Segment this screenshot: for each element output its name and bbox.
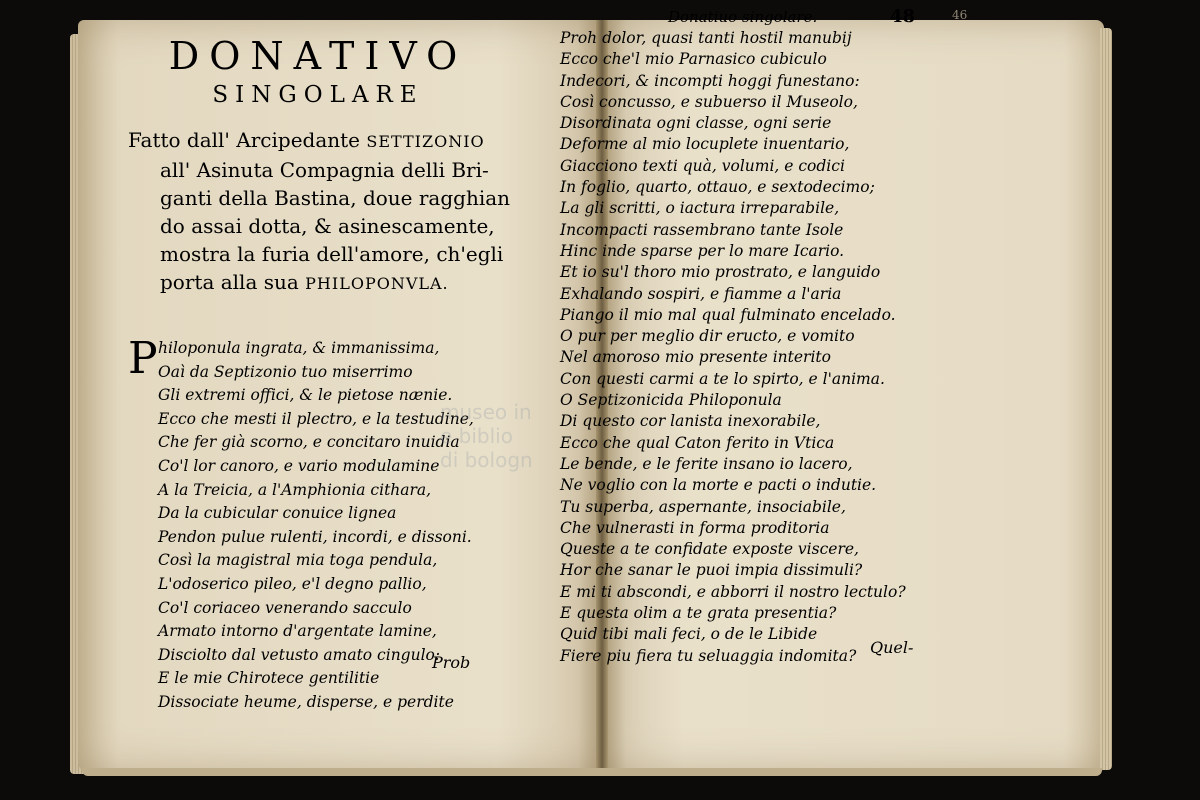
intro-name-caps: SETTIZONIO [366, 132, 485, 151]
poem-line: La gli scritti, o iactura irreparabile, [560, 199, 840, 218]
poem-line: Giacciono texti quà, volumi, e codici [560, 156, 845, 175]
poem-line: Disciolto dal vetusto amato cingulo: [158, 645, 441, 664]
poem-line: Pendon pulue rulenti, incordi, e dissoni. [158, 527, 472, 546]
bottom-edge [82, 768, 1102, 776]
intro-name-caps: PHILOPONVLA. [305, 274, 449, 293]
watermark-line: e biblio [440, 424, 513, 448]
poem-line: Queste a te confidate exposte viscere, [560, 540, 859, 559]
intro-line [128, 126, 508, 156]
intro-line [128, 184, 511, 212]
poem-line: A la Treicia, a l'Amphionia cithara, [158, 480, 432, 499]
poem-line: Indecori, & incompti hoggi funestano: [560, 71, 860, 90]
poem-line: Ecco che mesti il plectro, e la testudine, [158, 409, 474, 428]
poem-line: Hor che sanar le puoi impia dissimuli? [560, 561, 863, 580]
poem-line: Tu superba, aspernante, insociabile, [560, 497, 846, 516]
poem-line: Incompacti rassembrano tante Isole [560, 220, 844, 239]
pencil-folio-number: 46 [952, 8, 968, 22]
poem-line: Exhalando sospiri, e fiamme a l'aria [560, 284, 842, 303]
intro-text: ganti della Bastina, doue ragghian [160, 186, 511, 210]
poem-line: Co'l lor canoro, e vario modulamine [158, 456, 440, 475]
poem-line: Fiere piu fiera tu seluaggia indomita? [560, 646, 857, 665]
poem-line: Da la cubicular conuice lignea [158, 504, 397, 523]
intro-text: mostra la furia dell'amore, ch'egli [160, 242, 504, 266]
poem-line: Che fer già scorno, e concitaro inuidia [158, 433, 460, 452]
drop-cap: P [128, 333, 158, 384]
poem-line: Ecco che qual Caton ferito in Vtica [560, 433, 835, 452]
intro-line [128, 156, 508, 184]
poem-right-column [560, 28, 960, 667]
poem-line: L'odoserico pileo, e'l degno pallio, [158, 574, 427, 593]
catchword-right: Quel- [870, 638, 914, 657]
poem-line: Che vulnerasti in forma proditoria [560, 518, 830, 537]
poem-line: In foglio, quarto, ottauo, e sextodecimo; [560, 178, 875, 197]
poem-line: Gli extremi offici, & le pietose nænie. [158, 386, 453, 405]
poem-line: hiloponula ingrata, & immanissima, [158, 339, 440, 357]
page-number: 48 [890, 6, 916, 27]
poem-line: O pur per meglio dir eructo, e vomito [560, 327, 855, 346]
poem-line: Oaì da Septizonio tuo miserrimo [158, 362, 413, 381]
right-page-edges [1100, 28, 1112, 770]
intro-line [128, 240, 508, 268]
intro-line [128, 212, 508, 240]
poem-line: Et io su'l thoro mio prostrato, e languido [560, 263, 881, 282]
poem-line: Deforme al mio locuplete inuentario, [560, 135, 850, 154]
poem-line: Così la magistral mia toga pendula, [158, 551, 438, 570]
poem-line: Armato intorno d'argentate lamine, [158, 622, 437, 641]
poem-line: E mi ti abscondi, e abborri il nostro lectulo? [560, 582, 906, 601]
poem-line: Ne voglio con la morte e pacti o indutie. [560, 476, 877, 495]
page-title: DONATIVO [168, 34, 468, 78]
poem-line: Quid tibi mali feci, o de le Libide [560, 625, 818, 644]
poem-line: E le mie Chirotece gentilitie [158, 669, 380, 688]
intro-paragraph [128, 126, 511, 298]
poem-line: Di questo cor lanista inexorabile, [560, 412, 821, 431]
library-watermark [440, 400, 660, 472]
poem-line: Piango il mio mal qual fulminato encelado. [560, 305, 896, 324]
poem-line: Dissociate heume, disperse, e perdite [158, 692, 454, 711]
intro-text: porta alla sua [160, 270, 306, 294]
running-head: Donatiuo singolare. [668, 8, 818, 26]
poem-line: O Septizonicida Philoponula [560, 391, 782, 410]
poem-line: Ecco che'l mio Parnasico cubiculo [560, 50, 827, 69]
watermark-line: museo in [440, 400, 532, 424]
poem-line: Co'l coriaceo venerando sacculo [158, 598, 412, 617]
poem-line: Disordinata ogni classe, ogni serie [560, 114, 832, 133]
watermark-line: di bologn [440, 448, 533, 472]
poem-line: Le bende, e le ferite insano io lacero, [560, 454, 853, 473]
intro-text: all' Asinuta Compagnia delli Bri- [160, 158, 489, 182]
intro-text: Fatto dall' Arcipedante [128, 128, 367, 152]
poem-line: Così concusso, e subuerso il Museolo, [560, 92, 858, 111]
catchword-left: Prob [432, 653, 471, 672]
poem-line: Hinc inde sparse per lo mare Icario. [560, 241, 845, 260]
intro-text: do assai dotta, & asinescamente, [160, 214, 495, 238]
poem-line: Nel amoroso mio presente interito [560, 348, 831, 367]
intro-line [128, 268, 508, 298]
poem-line: E questa olim a te grata presentia? [560, 604, 837, 623]
page-subtitle: SINGOLARE [212, 82, 424, 108]
poem-line: Con questi carmi a te lo spirto, e l'anima. [560, 369, 885, 388]
poem-line: Proh dolor, quasi tanti hostil manubij [560, 29, 852, 47]
